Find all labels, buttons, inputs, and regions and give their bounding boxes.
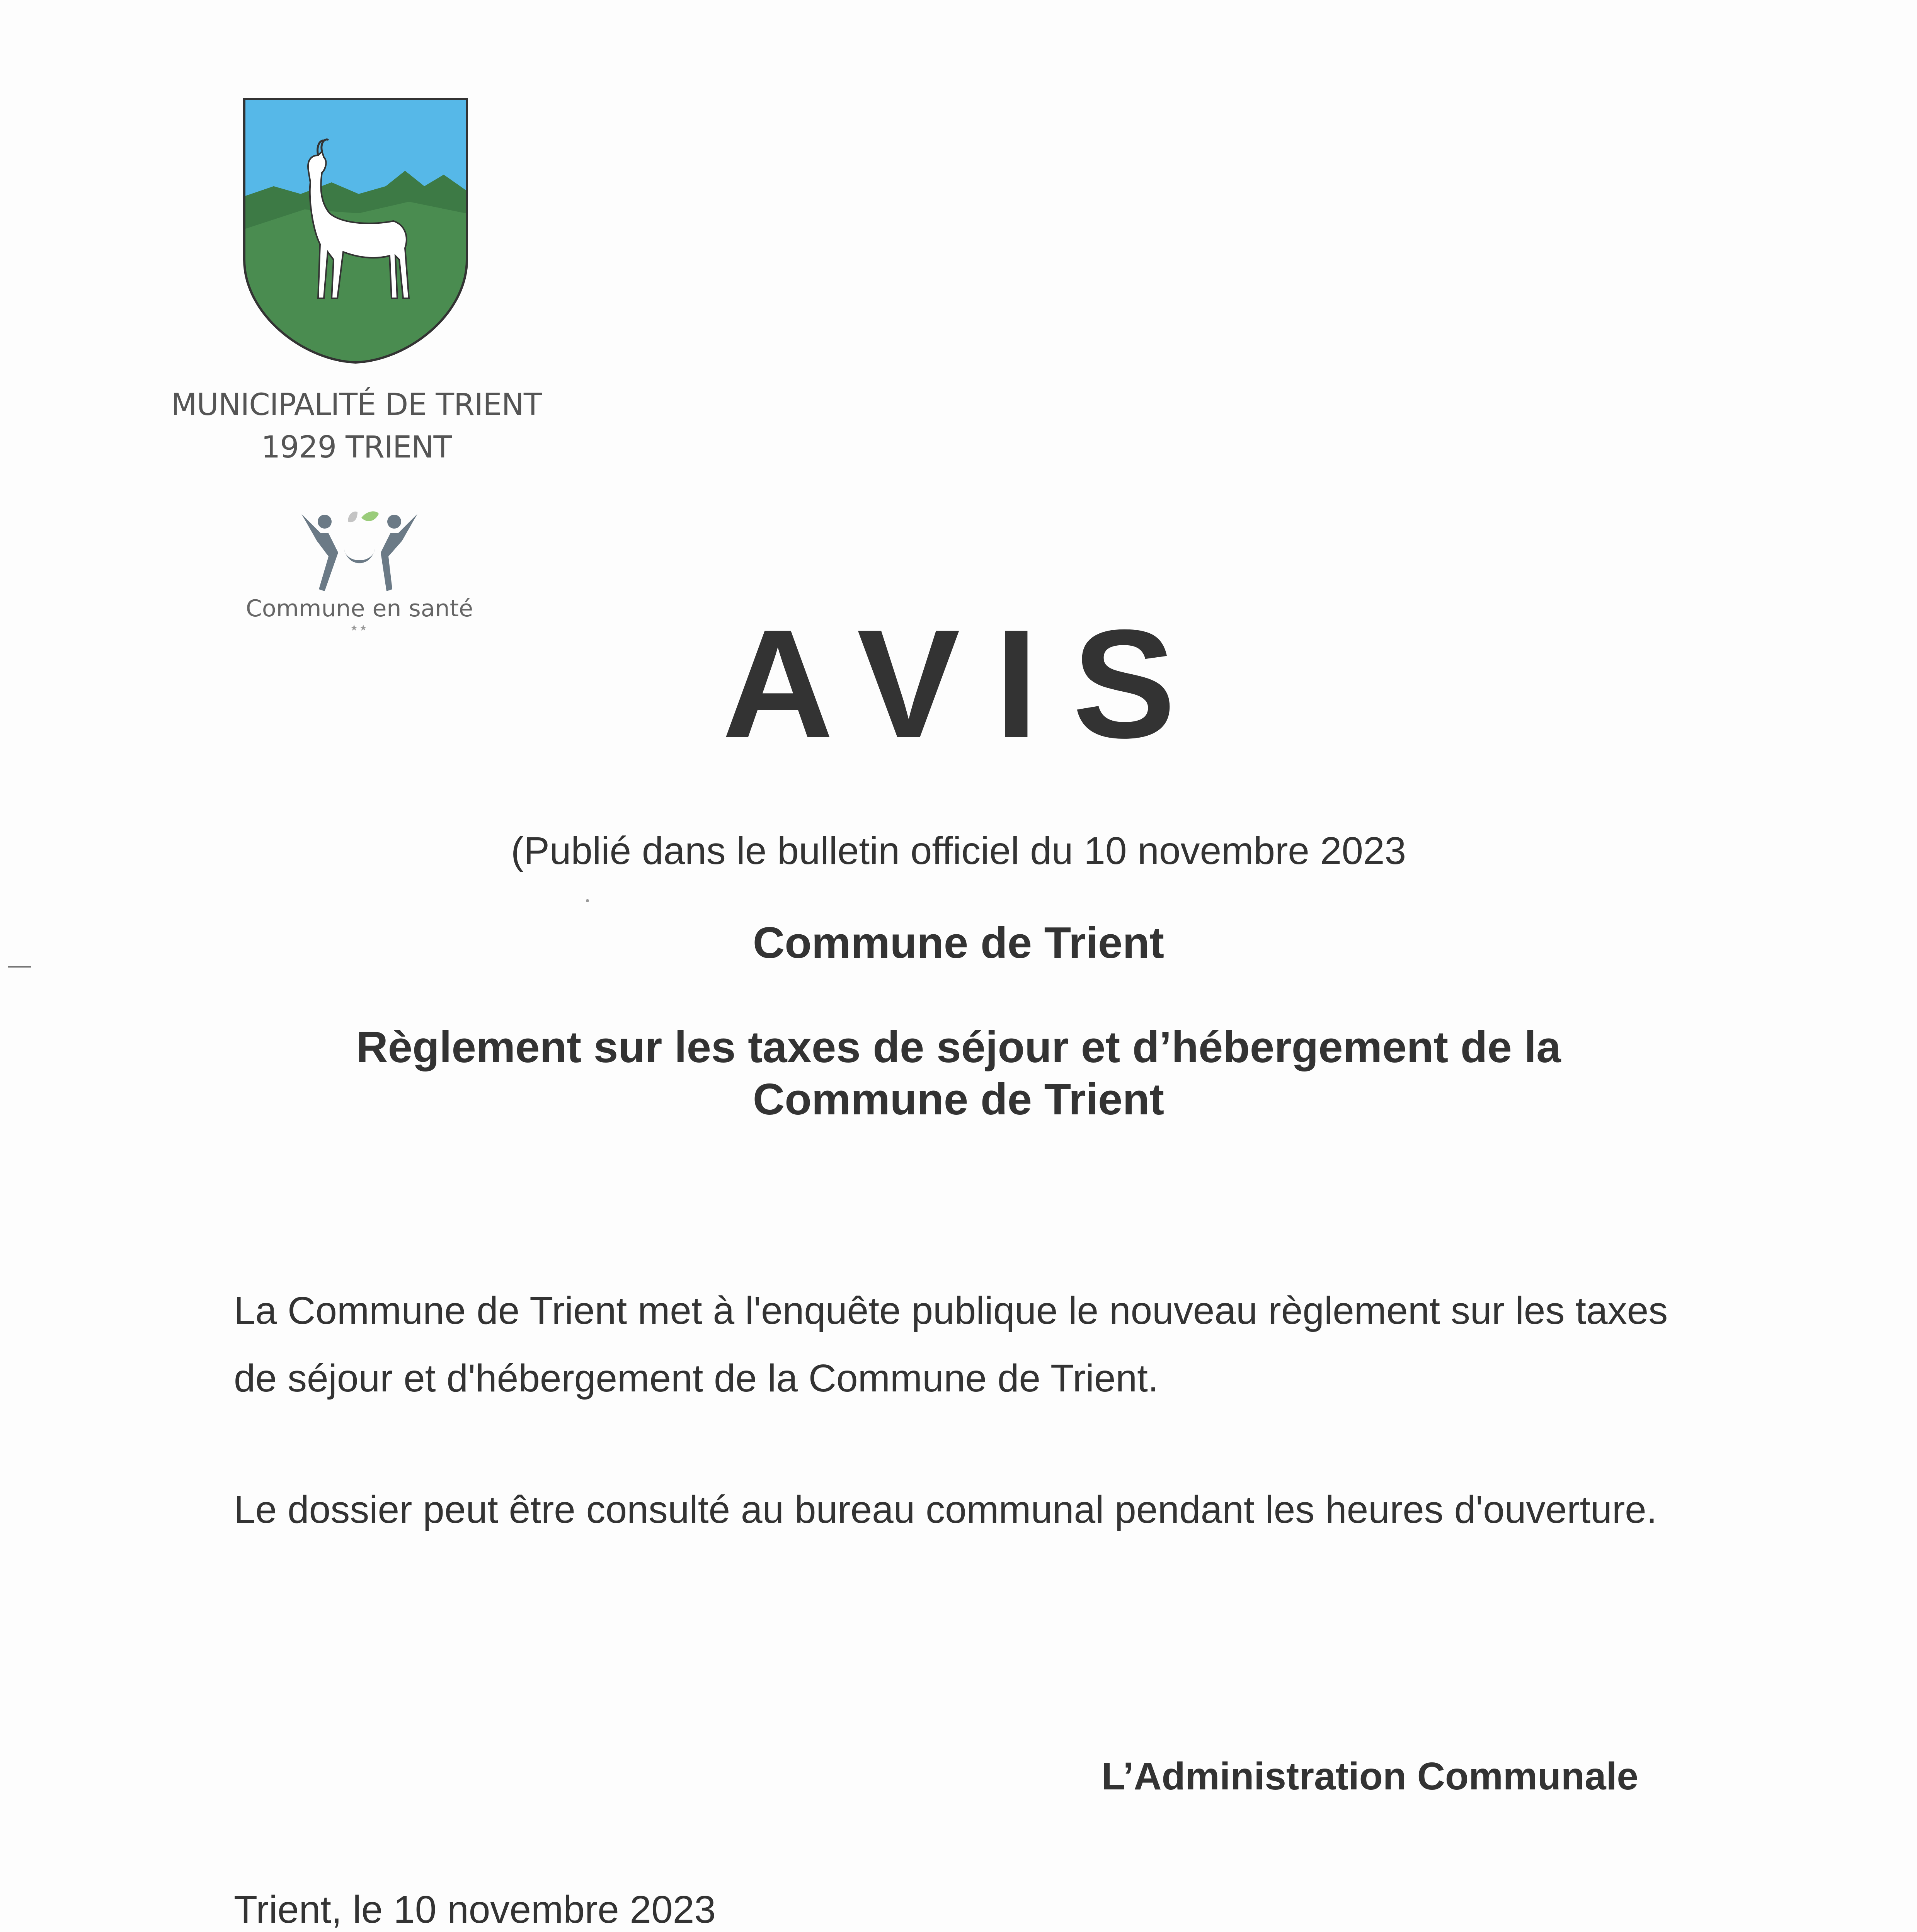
health-stars: ★★ (350, 623, 369, 633)
regulation-heading-line2: Commune de Trient (752, 1075, 1165, 1124)
body-paragraph-1-line2: de séjour et d'hébergement de la Commune de Trient. (234, 1357, 1159, 1400)
scan-dot (586, 899, 589, 902)
signature: L’Administration Communale (1102, 1755, 1639, 1798)
municipality-name: MUNICIPALITÉ DE TRIENT (171, 388, 542, 422)
publication-note: (Publié dans le bulletin officiel du 10 novembre 2023 (511, 829, 1406, 872)
coat-of-arms-logo (243, 97, 468, 364)
regulation-heading-line1: Règlement sur les taxes de séjour et d’hébergement de la (356, 1023, 1561, 1072)
notice-title: AVIS (722, 597, 1210, 770)
date-line: Trient, le 10 novembre 2023 (234, 1888, 716, 1931)
body-paragraph-1-line1: La Commune de Trient met à l'enquête publique le nouveau règlement sur les taxes (234, 1289, 1668, 1332)
municipality-postcode: 1929 TRIENT (261, 430, 452, 465)
commune-en-sante-label: Commune en santé (245, 595, 473, 622)
body-paragraph-2: Le dossier peut être consulté au bureau communal pendant les heures d'ouverture. (234, 1488, 1657, 1531)
commune-heading: Commune de Trient (752, 918, 1165, 968)
commune-en-sante-logo (298, 506, 421, 599)
